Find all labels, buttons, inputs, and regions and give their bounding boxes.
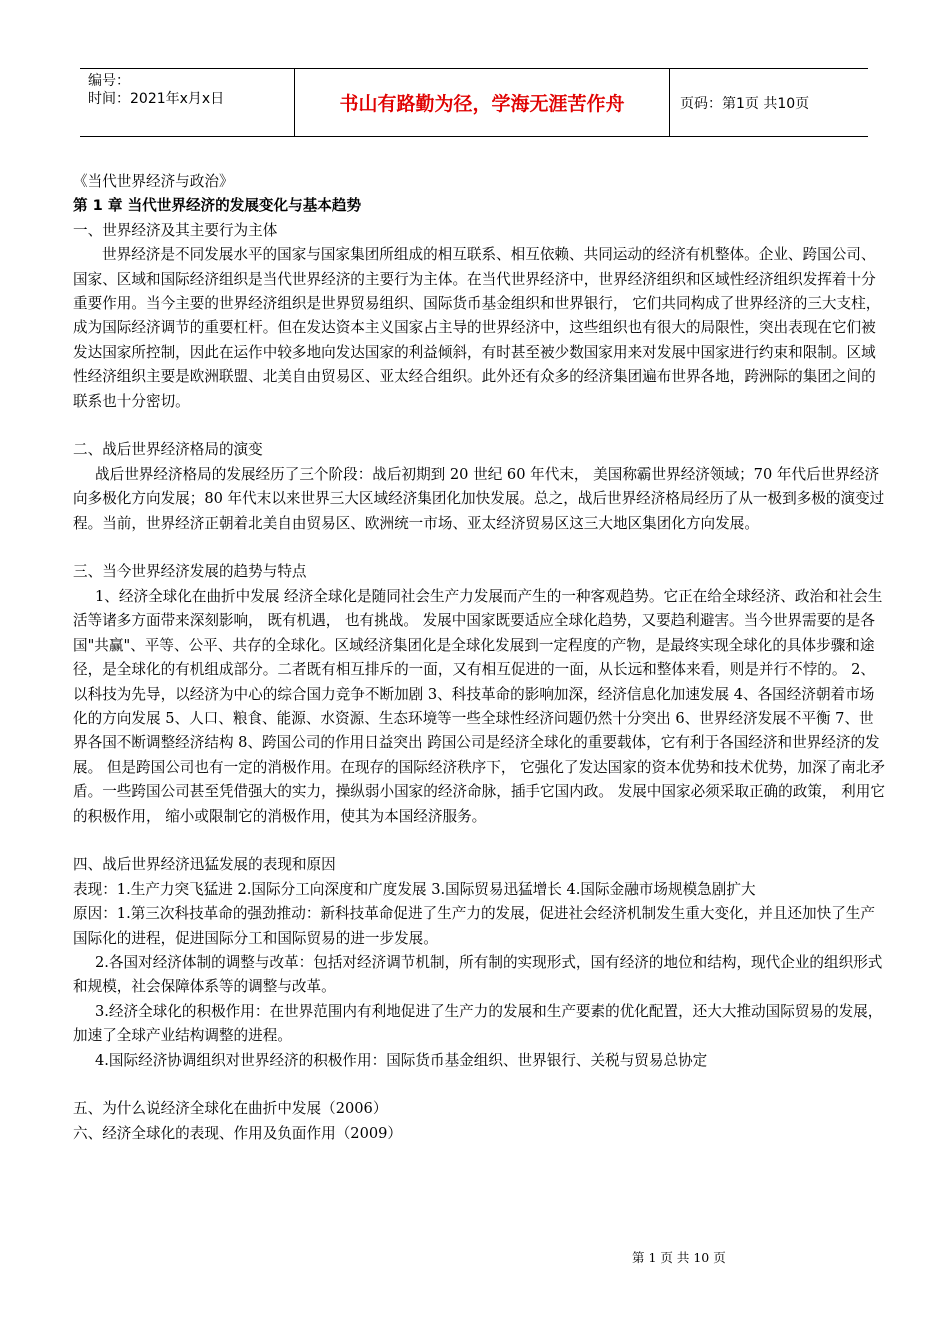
section-4-line-4: 3.经济全球化的积极作用：在世界范围内有利地促进了生产力的发展和生产要素的优化配置，还大大推动国际贸易的发展，加速了全球产业结构调整的进程。 bbox=[73, 1002, 883, 1045]
section-2-paragraph: 战后世界经济格局的发展经历了三个阶段：战后初期到 20 世纪 60 年代末， 美国称霸世界经济领域；70 年代后世界经济向多极化方向发展；80 年代末以来世界三大区域经济集团化加快发展。总之，战后世界经济格局经历了从一极到多极的演变过程。当前，世界经济正朝着北美自由贸易区、欧洲统一市场、亚太经济贸易区这三大地区集团化方向发展。 bbox=[73, 465, 885, 532]
section-4-line-5: 4.国际经济协调组织对世界经济的积极作用：国际货币基金组织、世界银行、关税与贸易总协定 bbox=[95, 1051, 708, 1069]
section-6-title: 六、经济全球化的表现、作用及负面作用（2009） bbox=[73, 1124, 403, 1142]
section-4-line-3: 2.各国对经济体制的调整与改革：包括对经济调节机制，所有制的实现形式，国有经济的地位和结构，现代企业的组织形式和规模，社会保障体系等的调整与改革。 bbox=[73, 953, 883, 996]
section-2-title: 二、战后世界经济格局的演变 bbox=[73, 441, 263, 459]
header-page-info: 页码：第1页 共10页 bbox=[680, 95, 810, 112]
section-4-line-1: 表现：1.生产力突飞猛进 2.国际分工向深度和广度发展 3.国际贸易迅猛增长 4.国际金融市场规模急剧扩大 bbox=[73, 880, 756, 898]
section-5-title: 五、为什么说经济全球化在曲折中发展（2006） bbox=[73, 1100, 388, 1118]
section-1-title: 一、世界经济及其主要行为主体 bbox=[73, 221, 278, 239]
section-3-paragraph: 1、经济全球化在曲折中发展 经济全球化是随同社会生产力发展而产生的一种客观趋势。它正在给全球经济、政治和社会生活等诸多方面带来深刻影响， 既有机遇， 也有挑战。 发展中国家既要适应全球化趋势，又要趋利避害。当今世界需要的是各国"共赢"、平等、公平、共存的全球化。区域经济集团化是全球化发展到一定程度的产物，是最终实现全球化的具体步骤和途径，是全球化的有机组成部分。二者既有相互排斥的一面，又有相互促进的一面，从长远和整体来看，则是并行不悖的。 2、以科技为先导，以经济为中心的综合国力竞争不断加剧 3、科技革命的影响加深，经济信息化加速发展 4、各国经济朝着市场化的方向发展 5、人口、粮食、能源、水资源、生态环境等一些全球性经济问题仍然十分突出 6、世界经济发展不平衡 7、世界各国不断调整经济结构 8、跨国公司的作用日益突出 跨国公司是经济全球化的重要载体，它有利于各国经济和世界经济的发展。 但是跨国公司也有一定的消极作用。在现存的国际经济秩序下， 它强化了发达国家的资本优势和技术优势，加深了南北矛盾。一些跨国公司甚至凭借强大的实力，操纵弱小国家的经济命脉，插手它国内政。 发展中国家必须采取正确的政策， 利用它的积极作用， 缩小或限制它的消极作用，使其为本国经济服务。 bbox=[73, 587, 885, 825]
header-motto: 书山有路勤为径，学海无涯苦作舟 bbox=[295, 69, 670, 136]
time-label: 时间：2021年x月x日 bbox=[88, 91, 225, 107]
document-body bbox=[73, 170, 885, 1146]
section-1-paragraph: 世界经济是不同发展水平的国家与国家集团所组成的相互联系、相互依赖、共同运动的经济有机整体。企业、跨国公司、国家、区域和国际经济组织是当代世界经济的主要行为主体。在当代世界经济中，世界经济组织和区域性经济组织发挥着十分重要作用。当今主要的世界经济组织是世界贸易组织、国际货币基金组织和世界银行， 它们共同构成了世界经济的三大支柱，成为国际经济调节的重要杠杆。但在发达资本主义国家占主导的世界经济中，这些组织也有很大的局限性，突出表现在它们被发达国家所控制，因此在运作中较多地向发达国家的利益倾斜，有时甚至被少数国家用来对发展中国家进行约束和限制。区域性经济组织主要是欧洲联盟、北美自由贸易区、亚太经合组织。此外还有众多的经济集团遍布世界各地，跨洲际的集团之间的联系也十分密切。 bbox=[73, 246, 881, 410]
chapter-title: 第 1 章 当代世界经济的发展变化与基本趋势 bbox=[73, 197, 362, 215]
section-4-line-2: 原因：1.第三次科技革命的强劲推动：新科技革命促进了生产力的发展，促进社会经济机制发生重大变化，并且还加快了生产国际化的进程，促进国际分工和国际贸易的进一步发展。 bbox=[73, 905, 875, 947]
section-4-title: 四、战后世界经济迅猛发展的表现和原因 bbox=[73, 856, 336, 874]
header-table bbox=[80, 68, 868, 137]
book-title: 《当代世界经济与政治》 bbox=[73, 173, 234, 190]
header-meta bbox=[80, 69, 295, 136]
page-footer: 第 1 页 共 10 页 bbox=[632, 1250, 726, 1265]
code-label: 编号： bbox=[88, 73, 130, 89]
section-3-title: 三、当今世界经济发展的趋势与特点 bbox=[73, 563, 307, 581]
